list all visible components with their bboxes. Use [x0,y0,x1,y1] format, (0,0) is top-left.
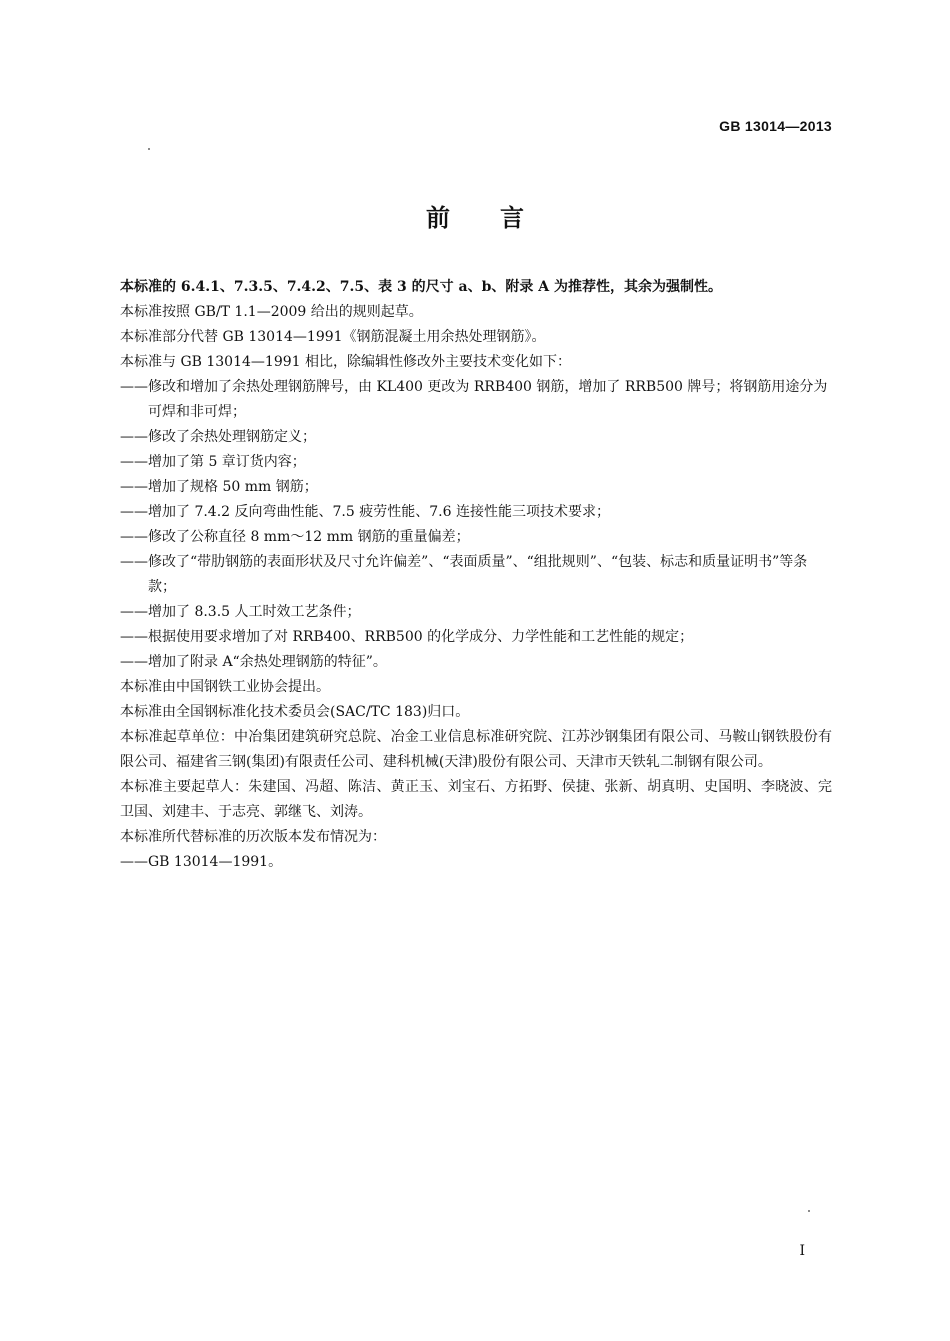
history-item: ——GB 13014—1991。 [120,854,283,870]
change-item: ——增加了规格 50 mm 钢筋； [120,479,318,495]
paragraph-normative: 本标准的 6.4.1、7.3.5、7.4.2、7.5、表 3 的尺寸 a、b、附录 A 为推荐性，其余为强制性。 [120,279,722,295]
scan-speck [808,1210,810,1212]
change-item: ——增加了 8.3.5 人工时效工艺条件； [120,604,361,620]
change-item: ——修改了余热处理钢筋定义； [120,429,316,445]
standard-code: GB 13014—2013 [719,118,832,134]
change-item: ——增加了 7.4.2 反向弯曲性能、7.5 疲劳性能、7.6 连接性能三项技术要求； [120,504,610,520]
paragraph-proposed-by: 本标准由中国钢铁工业协会提出。 [120,679,330,695]
change-item: ——增加了第 5 章订货内容； [120,454,306,470]
paragraph-administered-by: 本标准由全国钢标准化技术委员会(SAC/TC 183)归口。 [120,704,470,720]
paragraph-changes-intro: 本标准与 GB 13014—1991 相比，除编辑性修改外主要技术变化如下： [120,354,571,370]
paragraph-drafting-rules: 本标准按照 GB/T 1.1—2009 给出的规则起草。 [120,304,423,320]
paragraph-drafting-units: 本标准起草单位：中冶集团建筑研究总院、冶金工业信息标准研究院、江苏沙钢集团有限公司、马鞍山钢铁股份有限公司、福建省三钢(集团)有限责任公司、建科机械(天津)股份有限公司、天津市天铁轧二制钢有限公司。 [120,729,832,770]
page-number: I [799,1243,805,1259]
change-item: ——修改了公称直径 8 mm～12 mm 钢筋的重量偏差； [120,529,470,545]
paragraph-history-intro: 本标准所代替标准的历次版本发布情况为： [120,829,386,845]
paragraph-replaces: 本标准部分代替 GB 13014—1991《钢筋混凝土用余热处理钢筋》。 [120,329,546,345]
change-item: ——根据使用要求增加了对 RRB400、RRB500 的化学成分、力学性能和工艺性能的规定； [120,629,694,645]
scan-speck [148,148,150,150]
change-item: ——修改和增加了余热处理钢筋牌号，由 KL400 更改为 RRB400 钢筋，增加了 RRB500 牌号；将钢筋用途分为可焊和非可焊； [120,379,828,420]
document-body [120,275,832,875]
change-item: ——增加了附录 A“余热处理钢筋的特征”。 [120,654,387,670]
page-title: 前言 [426,204,574,232]
paragraph-drafters: 本标准主要起草人：朱建国、冯超、陈洁、黄正玉、刘宝石、方拓野、侯捷、张新、胡真明、史国明、李晓波、完卫国、刘建丰、于志亮、郭继飞、刘涛。 [120,779,832,820]
change-item: ——修改了“带肋钢筋的表面形状及尺寸允许偏差”、“表面质量”、“组批规则”、“包装、标志和质量证明书”等条款； [120,554,808,595]
